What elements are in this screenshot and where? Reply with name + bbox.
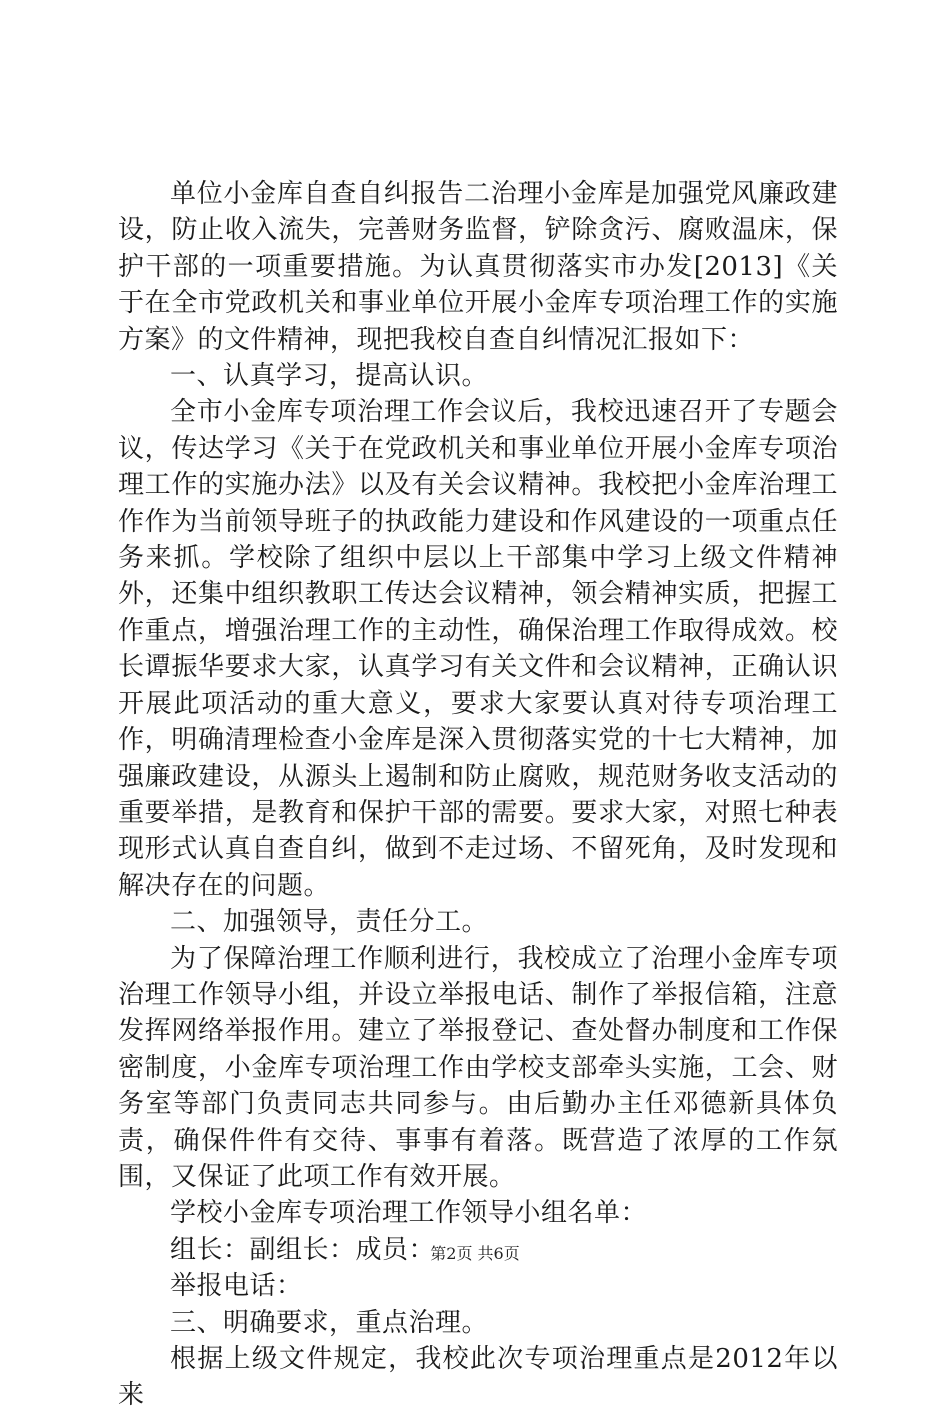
paragraph-section-3: 根据上级文件规定，我校此次专项治理重点是2012年以来: [118, 1344, 838, 1411]
paragraph-section-1: 全市小金库专项治理工作会议后，我校迅速召开了专题会议，传达学习《关于在党政机关和事业单位开展小金库专项治理工作的实施办法》以及有关会议精神。我校把小金库治理工作作为当前领导班子的执政能力建设和作风建设的一项重点任务来抓。学校除了组织中层以上干部集中学习上级文件精神外，还集中组织教职工传达会议精神，领会精神实质，把握工作重点，增强治理工作的主动性，确保治理工作取得成效。校长谭振华要求大家，认真学习有关文件和会议精神，正确认识开展此项活动的重大意义，要求大家要认真对待专项治理工作，明确清理检查小金库是深入贯彻落实党的十七大精神，加强廉政建设，从源头上遏制和防止腐败，规范财务收支活动的重要举措，是教育和保护干部的需要。要求大家，对照七种表现形式认真自查自纠，做到不走过场、不留死角，及时发现和解决存在的问题。: [118, 397, 838, 901]
paragraph-report-phone: 举报电话：: [170, 1271, 303, 1302]
heading-section-1: 一、认真学习，提高认识。: [170, 361, 489, 392]
document-body: [118, 176, 838, 1414]
heading-section-2: 二、加强领导，责任分工。: [170, 907, 489, 938]
paragraph-group-list-title: 学校小金库专项治理工作领导小组名单：: [170, 1198, 648, 1229]
paragraph-section-2: 为了保障治理工作顺利进行，我校成立了治理小金库专项治理工作领导小组，并设立举报电话、制作了举报信箱，注意发挥网络举报作用。建立了举报登记、查处督办制度和工作保密制度，小金库专项治理工作由学校支部牵头实施，工会、财务室等部门负责同志共同参与。由后勤办主任邓德新具体负责，确保件件有交待、事事有着落。既营造了浓厚的工作氛围，又保证了此项工作有效开展。: [118, 943, 838, 1192]
paragraph-group-members: 组长：副组长：成员：: [170, 1234, 436, 1265]
page-number-footer: 第2页 共6页: [430, 1244, 520, 1263]
heading-section-3: 三、明确要求，重点治理。: [170, 1307, 489, 1338]
paragraph-intro: 单位小金库自查自纠报告二治理小金库是加强党风廉政建设，防止收入流失，完善财务监督，铲除贪污、腐败温床，保护干部的一项重要措施。为认真贯彻落实市办发[2013]《关于在全市党政机关和事业单位开展小金库专项治理工作的实施方案》的文件精神，现把我校自查自纠情况汇报如下：: [118, 179, 838, 355]
